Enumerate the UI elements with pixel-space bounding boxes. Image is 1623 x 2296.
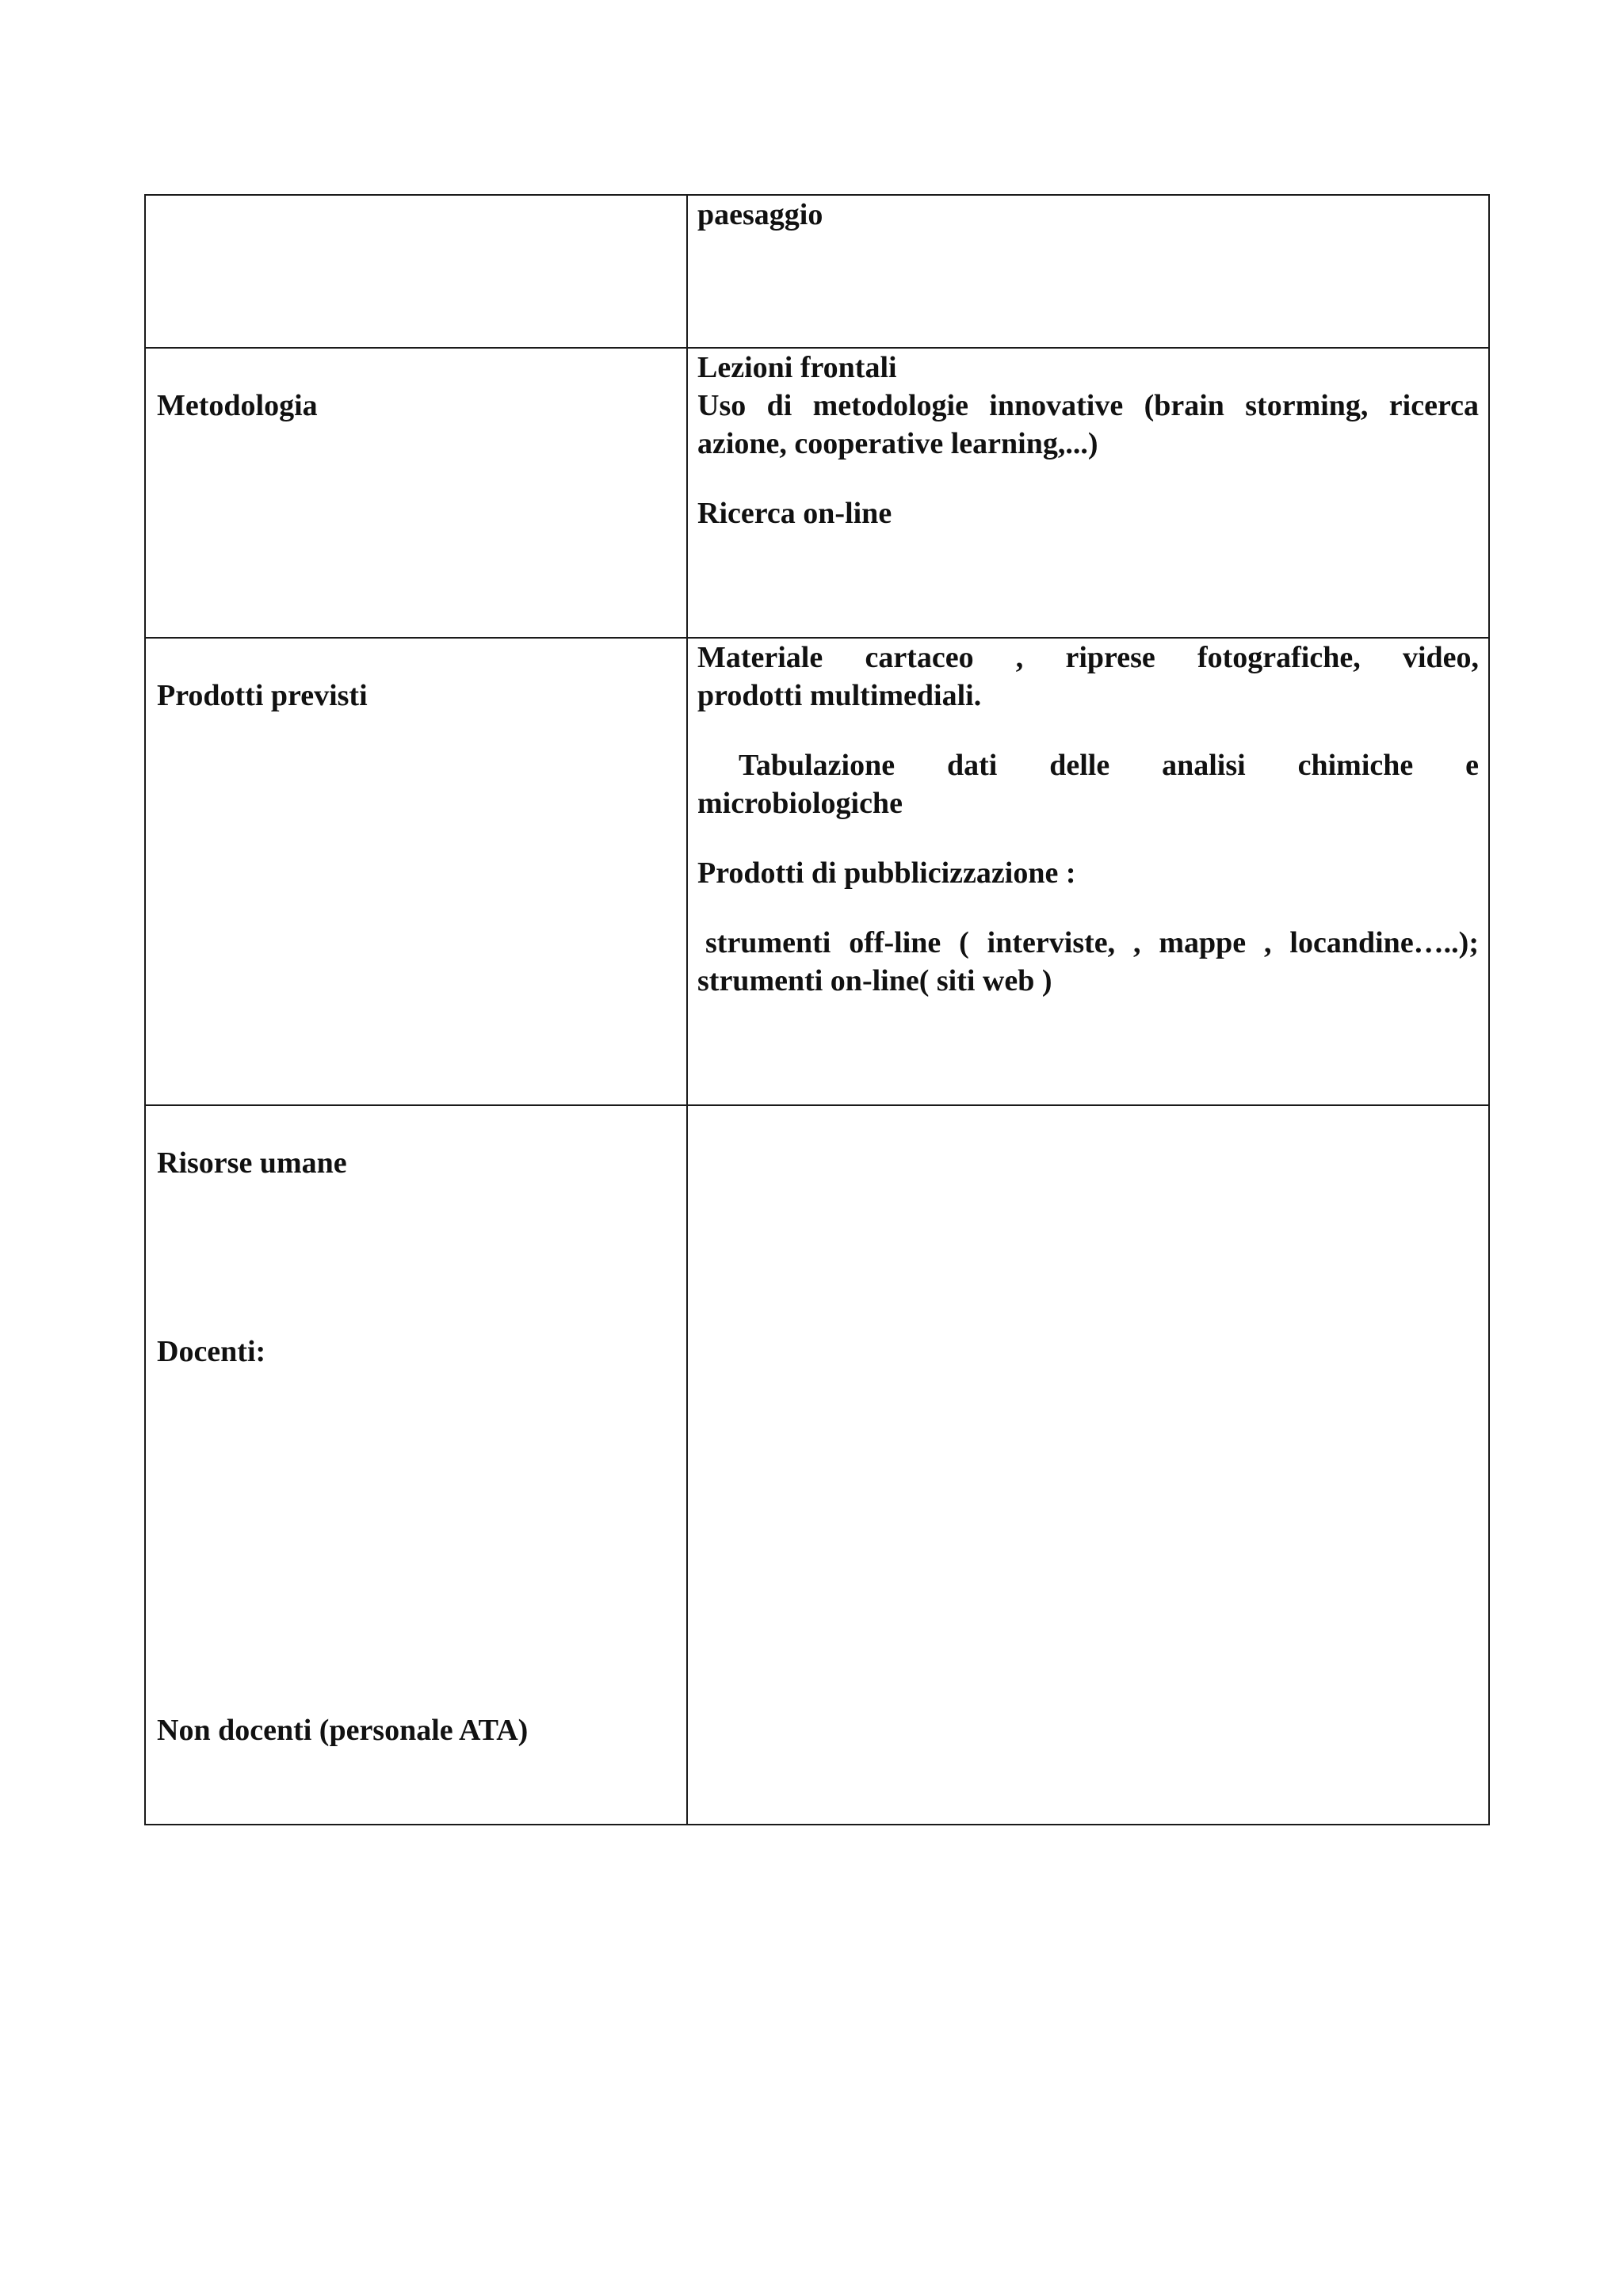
content-cell <box>687 638 1489 1105</box>
table-row <box>145 195 1489 348</box>
content-line: strumenti on-line( siti web ) <box>697 964 1052 997</box>
content-line: microbiologiche <box>697 787 903 820</box>
paragraph-gap <box>697 822 1479 854</box>
label-cell <box>145 638 687 1105</box>
row-label-non-docenti: Non docenti (personale ATA) <box>157 1714 529 1747</box>
row-label-metodologia: Metodologia <box>157 389 318 422</box>
paragraph-gap <box>697 463 1479 494</box>
content-line: strumenti off-line ( interviste, , mappe , locandine…..); <box>705 926 1479 959</box>
row-label-docenti: Docenti: <box>157 1335 266 1368</box>
table-row <box>145 348 1489 638</box>
label-cell <box>145 1105 687 1825</box>
content-line: paesaggio <box>697 198 823 231</box>
content-line: Tabulazione dati delle analisi chimiche e <box>739 749 1479 782</box>
row-label-risorse-umane: Risorse umane <box>157 1146 347 1180</box>
paragraph-gap <box>697 715 1479 746</box>
content-line: Ricerca on-line <box>697 497 892 530</box>
project-table <box>144 194 1490 1825</box>
content-line: Lezioni frontali <box>697 351 897 384</box>
content-cell <box>687 348 1489 638</box>
label-cell <box>145 348 687 638</box>
content-line: prodotti multimediali. <box>697 679 982 712</box>
paragraph-gap <box>697 892 1479 924</box>
content-line: azione, cooperative learning,...) <box>697 427 1098 460</box>
content-line: Prodotti di pubblicizzazione : <box>697 856 1076 890</box>
label-cell <box>145 195 687 348</box>
table-row <box>145 638 1489 1105</box>
table-row <box>145 1105 1489 1825</box>
content-cell-empty <box>687 1105 1489 1825</box>
row-label-prodotti-previsti: Prodotti previsti <box>157 679 368 712</box>
content-line: Materiale cartaceo , riprese fotografiche, video, <box>697 641 1479 674</box>
content-line: Uso di metodologie innovative (brain storming, ricerca <box>697 389 1479 422</box>
content-cell <box>687 195 1489 348</box>
